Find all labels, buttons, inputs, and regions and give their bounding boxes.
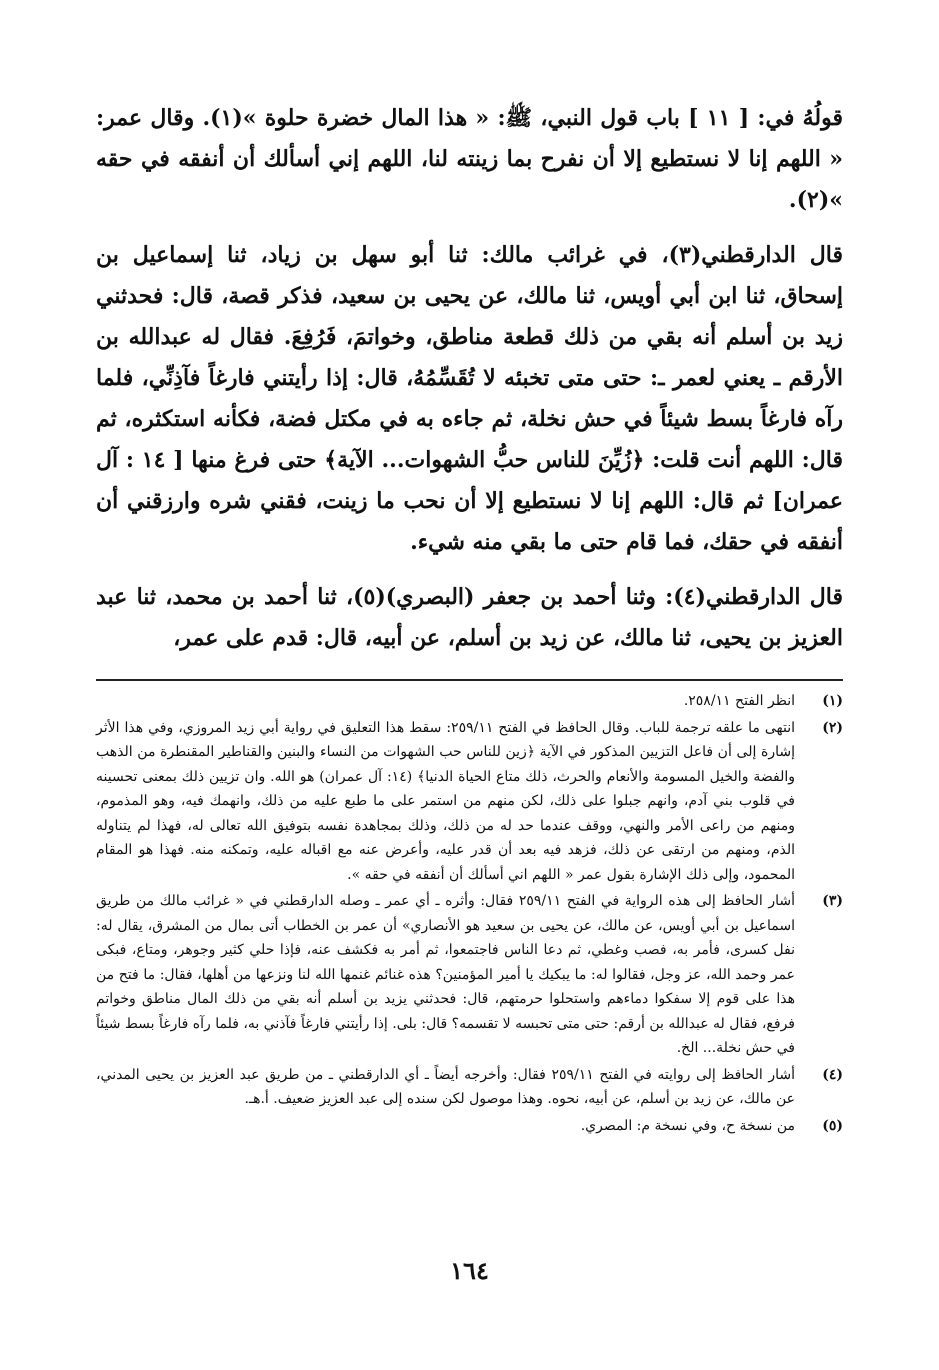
footnotes [96, 689, 843, 1138]
footnote-number: (٣) [822, 893, 843, 909]
footnote-3 [96, 889, 843, 1061]
footnote-text: انظر الفتح ٢٥٨/١١. [683, 693, 795, 709]
footnote-divider [96, 679, 843, 681]
paragraph-3: قال الدارقطني(٤): وثنا أحمد بن جعفر (البصري)(٥)، ثنا أحمد بن محمد، ثنا عبد العزيز بن يحيى، ثنا مالك، عن زيد بن أسلم، عن أبيه، قال: قدم على عمر، [96, 584, 843, 651]
page-number: ١٦٤ [450, 1256, 489, 1285]
footnote-5 [96, 1114, 843, 1139]
footnote-text: أشار الحافظ إلى روايته في الفتح ٢٥٩/١١ فقال: وأخرجه أيضاً ـ أي الدارقطني ـ من طريق عبد العزيز بن يحيى المدني، عن مالك، عن زيد بن أسلم، عن أبيه، نحوه. وهذا موصول لكن سنده إلى عبد العزيز ضعيف. أ.هـ. [96, 1066, 796, 1107]
main-text [96, 98, 843, 659]
footnote-text: انتهى ما علقه ترجمة للباب. وقال الحافظ في الفتح ٢٥٩/١١: سقط هذا التعليق في رواية أبي زيد المروزي، وفي هذا الأثر إشارة إلى أن فاعل التزيين المذكور في الآية ﴿زين للناس حب الشهوات من النساء والبنين والقناطير المقنطرة من الذهب والفضة والخيل المسومة والأنعام والحرث، ذلك متاع الحياة الدنيا﴾ (١٤: آل عمران) هو الله. وان تزيين ذلك بمعنى تحسينه في قلوب بني آدم، وانهم جبلوا على ذلك، لكن منهم من استمر على ما طبع عليه من ذلك، وانهمك فيه، وهو المذموم، ومنهم من راعى الأمر والنهي، ووقف عندما حد له من ذلك، وذلك بمجاهدة نفسه بتوفيق الله تعالى له، فهذا لم يتناوله الذم، ومنهم من ارتقى عن ذلك، فزهد فيه بعد أن قدر عليه، وأعرض عنه مع اقباله عليه، وتمكنه منه. فهذا هو المقام المحمود، وإلى ذلك الإشارة بقول عمر « اللهم اني أسألك أن أنفقه في حقه ». [96, 719, 795, 883]
book-page [96, 98, 843, 1140]
footnote-number: (٢) [822, 719, 843, 736]
footnote-number: (١) [822, 693, 843, 709]
footnote-1 [96, 689, 843, 714]
paragraph-2: قال الدارقطني(٣)، في غرائب مالك: ثنا أبو سهل بن زياد، ثنا إسماعيل بن إسحاق، ثنا ابن أبي أويس، ثنا مالك، عن يحيى بن سعيد، فذكر قصة، قال: فحدثني زيد بن أسلم أنه بقي من ذلك قطعة مناطق، وخواتمَ، فَرُفِعَ. فقال له عبدالله بن الأرقم ـ يعني لعمر ـ: حتى متى تخبئه لا تُقَسِّمُهُ، قال: إذا رأيتني فارغاً فآذِنِّي، فلما رآه فارغاً بسط شيئاً في حش نخلة، ثم جاءه به في مكتل فضة، فكأنه استكثره، ثم قال: اللهم أنت قلت: ﴿زُيِّنَ للناس حبُّ الشهوات... الآية﴾ حتى فرغ منها [ ١٤ : آل عمران] ثم قال: اللهم إنا لا نستطيع إلا أن نحب ما زينت، فقني شره وارزقني أن أنفقه في حقك، فما قام حتى ما بقي منه شيء. [96, 242, 843, 555]
footnote-4 [96, 1063, 843, 1112]
paragraph-1: قولُهُ في: [ ١١ ] باب قول النبي، ﷺ: « هذا المال خضرة حلوة »(١). وقال عمر: « اللهم إنا لا نستطيع إلا أن نفرح بما زينته لنا، اللهم إني أسألك أن أنفقه في حقه »(٢). [96, 105, 843, 213]
footnote-text: من نسخة ح، وفي نسخة م: المصري. [580, 1117, 795, 1134]
footnote-text: أشار الحافظ إلى هذه الرواية في الفتح ٢٥٩/١١ فقال: وأثره ـ أي عمر ـ وصله الدارقطني في « غرائب مالك من طريق اسماعيل بن أبي أويس، عن مالك، عن يحيى بن سعيد هو الأنصاري» أن عمر بن الخطاب أتى بمال من المشرق، يقال له: نفل كسرى، فأمر به، فصب وغطي، ثم دعا الناس فاجتمعوا، ثم أمر به فكشف عنه، فإذا حلي كثير وجوهر، ومتاع، فبكى عمر وحمد الله، عز وجل، فقالوا له: ما يبكيك يا أمير المؤمنين؟ هذه غنائم غنمها الله لنا ونزعها من أهلها، فقال: ما فتح من هذا على قوم إلا سفكوا دماءهم واستحلوا حرمتهم، قال: فحدثني يزيد بن أسلم أنه بقي من ذلك المال مناطق وخواتم فرفع، فقال له عبدالله بن أرقم: حتى متى تحبسه لا تقسمه؟ قال: بلى. إذا رأيتني فارغاً فآذني به، فلما رآه فارغاً بسط شيئاً في حش نخلة... الخ. [96, 893, 795, 1056]
footnote-number: (٤) [822, 1066, 843, 1083]
footnote-2 [96, 716, 843, 888]
footnote-number: (٥) [822, 1117, 843, 1134]
